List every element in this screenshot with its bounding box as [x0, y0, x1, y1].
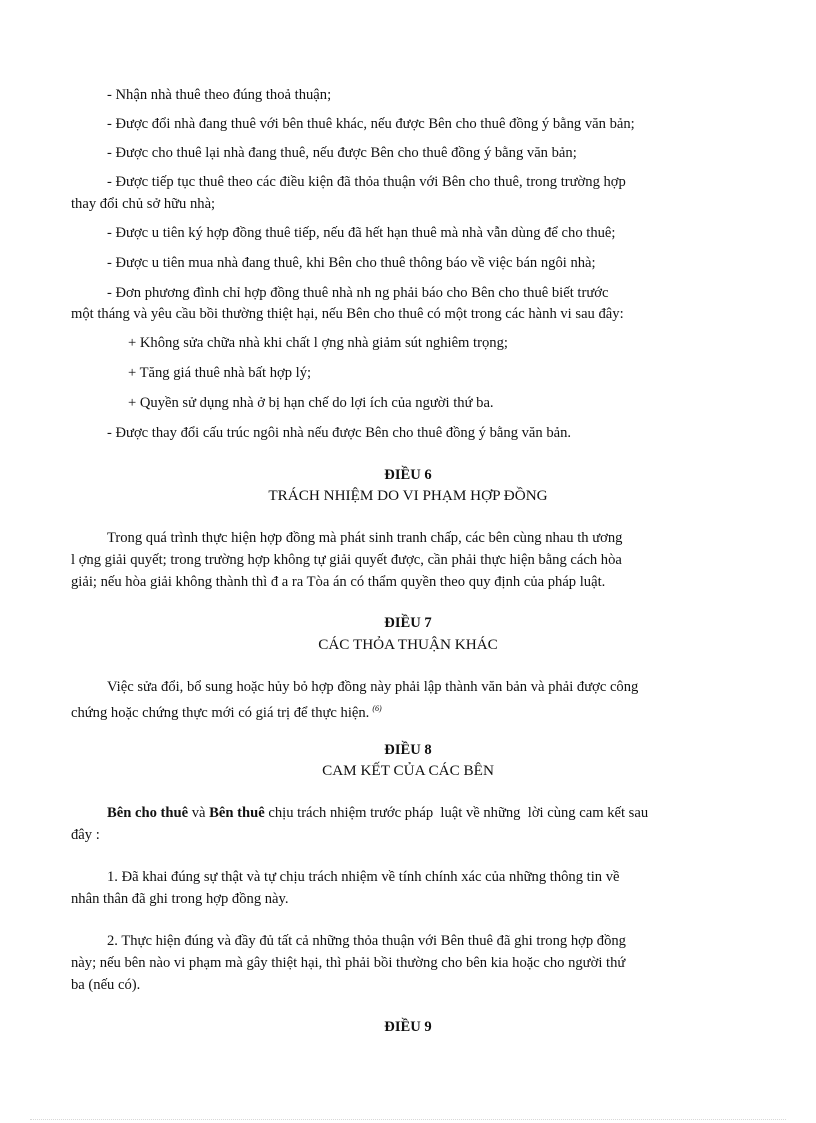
right-item-1: - Nhận nhà thuê theo đúng thoả thuận;	[107, 87, 332, 103]
right-item-4: - Được tiếp tục thuê theo các điều kiện đã thỏa thuận với Bên cho thuê, trong trường hợp	[107, 174, 626, 190]
right-item-7-cont: một tháng và yêu cầu bồi thường thiệt hại, nếu Bên cho thuê có một trong các hành vi sau đây:	[71, 306, 624, 322]
article-7-number: ĐIỀU 7	[384, 615, 432, 631]
commitment-2-line-1: 2. Thực hiện đúng và đầy đủ tất cả những thỏa thuận với Bên thuê đã ghi trong hợp đồng	[107, 933, 626, 949]
article-8-intro-cont: đây :	[71, 827, 100, 843]
right-item-2: - Được đổi nhà đang thuê với bên thuê khác, nếu được Bên cho thuê đồng ý bằng văn bản;	[107, 116, 635, 132]
article-6-title: TRÁCH NHIỆM DO VI PHẠM HỢP ĐỒNG	[268, 487, 548, 504]
commitment-1-line-2: nhân thân đã ghi trong hợp đồng này.	[71, 891, 289, 907]
article-8-number: ĐIỀU 8	[384, 742, 432, 758]
party-lessor: Bên cho thuê	[107, 805, 189, 821]
article-8-intro	[107, 804, 648, 822]
article-8-title: CAM KẾT CỦA CÁC BÊN	[322, 762, 494, 779]
commitment-1-line-1: 1. Đã khai đúng sự thật và tự chịu trách nhiệm về tính chính xác của những thông tin về	[107, 869, 620, 885]
article-7-title: CÁC THỎA THUẬN KHÁC	[318, 636, 498, 653]
commitment-2-line-3: ba (nếu có).	[71, 977, 141, 993]
commitment-2-line-2: này; nếu bên nào vi phạm mà gây thiệt hại, thì phải bồi thường cho bên kia hoặc cho người thứ	[71, 955, 626, 971]
sub-item-2: + Tăng giá thuê nhà bất hợp lý;	[128, 365, 312, 381]
right-item-5: - Được u tiên ký hợp đồng thuê tiếp, nếu đã hết hạn thuê mà nhà vẫn dùng để cho thuê;	[107, 225, 616, 241]
article-7-line-2	[71, 700, 382, 722]
right-item-7: - Đơn phương đình chỉ hợp đồng thuê nhà nh ng phải báo cho Bên cho thuê biết trước	[107, 285, 609, 301]
page-bottom-rule	[30, 1119, 786, 1120]
article-7-line-2-text: chứng hoặc chứng thực mới có giá trị để thực hiện.	[71, 704, 370, 721]
article-9-number: ĐIỀU 9	[384, 1019, 432, 1035]
article-6-line-2: l ợng giải quyết; trong trường hợp không tự giải quyết được, cần phải thực hiện bằng cách hòa	[71, 552, 622, 568]
sub-item-1: + Không sửa chữa nhà khi chất l ợng nhà giảm sút nghiêm trọng;	[128, 335, 508, 351]
party-lessee: Bên thuê	[209, 805, 265, 821]
intro-connector: và	[188, 805, 210, 821]
intro-rest: chịu trách nhiệm trước pháp luật về những lời cùng cam kết sau	[264, 805, 649, 821]
article-6-line-3: giải; nếu hòa giải không thành thì đ a ra Tòa án có thẩm quyền theo quy định của pháp luật.	[71, 574, 606, 590]
right-item-3: - Được cho thuê lại nhà đang thuê, nếu được Bên cho thuê đồng ý bằng văn bản;	[107, 145, 577, 161]
footnote-marker: (6)	[372, 704, 382, 713]
article-6-line-1: Trong quá trình thực hiện hợp đồng mà phát sinh tranh chấp, các bên cùng nhau th ương	[107, 530, 623, 546]
right-item-8: - Được thay đổi cấu trúc ngôi nhà nếu được Bên cho thuê đồng ý bằng văn bản.	[107, 425, 572, 441]
article-7-line-1: Việc sửa đổi, bổ sung hoặc hủy bỏ hợp đồng này phải lập thành văn bản và phải được công	[107, 679, 639, 695]
article-6-number: ĐIỀU 6	[384, 467, 432, 483]
right-item-4-cont: thay đổi chủ sở hữu nhà;	[71, 196, 216, 212]
sub-item-3: + Quyền sử dụng nhà ở bị hạn chế do lợi ích của người thứ ba.	[128, 395, 494, 411]
right-item-6: - Được u tiên mua nhà đang thuê, khi Bên cho thuê thông báo về việc bán ngôi nhà;	[107, 255, 596, 271]
